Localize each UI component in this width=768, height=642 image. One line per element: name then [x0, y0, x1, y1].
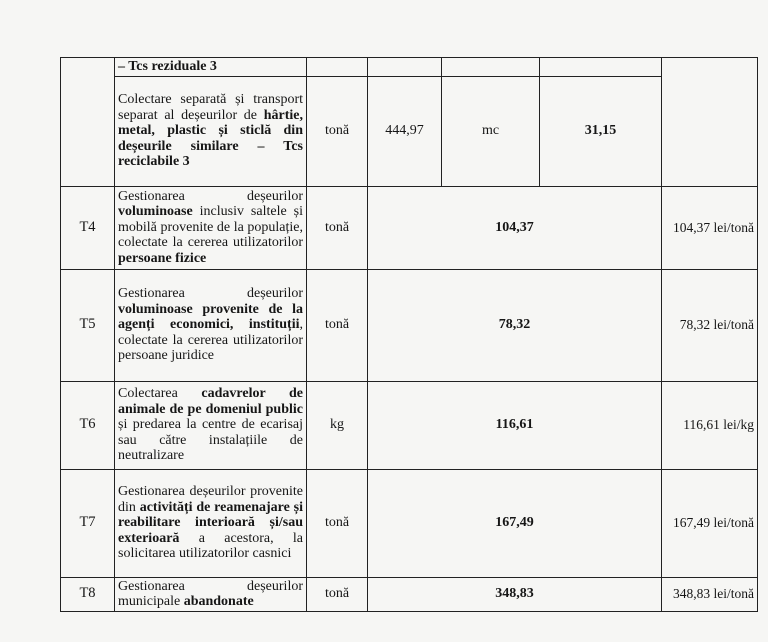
value-cell: 31,15	[540, 76, 662, 186]
table-row	[61, 469, 758, 577]
unit-cell: tonă	[307, 76, 368, 186]
empty-cell	[307, 58, 368, 77]
row-description: Gestionarea deșeurilor provenite din activități de reamenajare și reabilitare interioară și/sau exterioară a acestora, la solicitarea utilizatorilor casnici	[115, 469, 307, 577]
price-cell: 78,32 lei/tonă	[662, 269, 758, 381]
price-cell: 348,83 lei/tonă	[662, 577, 758, 611]
price-cell: 104,37 lei/tonă	[662, 186, 758, 269]
row-label: – Tcs reziduale 3	[115, 58, 307, 77]
row-description: Gestionarea deșeurilor voluminoase inclusiv saltele și mobilă provenite de la populație, colectate la cererea utilizatorilor persoane fizice	[115, 186, 307, 269]
unit-cell: kg	[307, 381, 368, 469]
row-description: Colectare separată și transport separat al deșeurilor de hârtie, metal, plastic și sticlă din deșeurile similare – Tcs reciclabile 3	[115, 76, 307, 186]
unit-cell: tonă	[307, 269, 368, 381]
code-cell: T7	[61, 469, 115, 577]
price-cell: 167,49 lei/tonă	[662, 469, 758, 577]
code-cell	[61, 58, 115, 187]
unit-cell: tonă	[307, 469, 368, 577]
table-row	[61, 269, 758, 381]
tariff-table	[60, 57, 758, 612]
code-cell: T8	[61, 577, 115, 611]
price-cell: 116,61 lei/kg	[662, 381, 758, 469]
table-row	[61, 381, 758, 469]
row-description: Colectarea cadavrelor de animale de pe domeniul public și predarea la centre de ecarisaj sau către instalațiile de neutralizare	[115, 381, 307, 469]
table-row	[61, 577, 758, 611]
code-cell: T4	[61, 186, 115, 269]
code-cell: T6	[61, 381, 115, 469]
empty-cell	[442, 58, 540, 77]
table-row	[61, 186, 758, 269]
table-row	[61, 58, 758, 77]
value-cell: 78,32	[368, 269, 662, 381]
row-description: Gestionarea deșeurilor municipale abandonate	[115, 577, 307, 611]
row-description: Gestionarea deșeurilor voluminoase provenite de la agenți economici, instituții, colectate la cererea utilizatorilor persoane juridice	[115, 269, 307, 381]
value-cell: 116,61	[368, 381, 662, 469]
table-row	[61, 76, 758, 186]
value-cell: 167,49	[368, 469, 662, 577]
value-cell: 348,83	[368, 577, 662, 611]
unit-cell: tonă	[307, 577, 368, 611]
unit-cell: tonă	[307, 186, 368, 269]
unit2-cell: mc	[442, 76, 540, 186]
empty-cell	[368, 58, 442, 77]
value-cell: 104,37	[368, 186, 662, 269]
price-cell	[662, 58, 758, 187]
code-cell: T5	[61, 269, 115, 381]
empty-cell	[540, 58, 662, 77]
quantity-cell: 444,97	[368, 76, 442, 186]
